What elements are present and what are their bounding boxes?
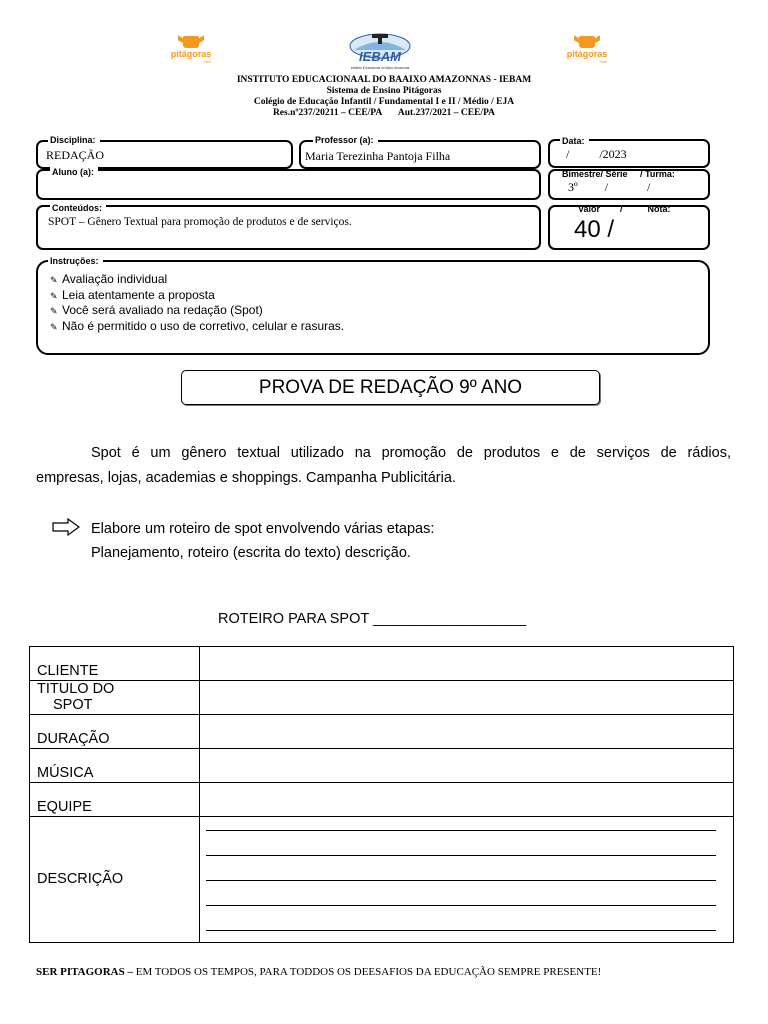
roteiro-label: ROTEIRO PARA SPOT ___________________ <box>218 611 527 627</box>
row-label-descricao: DESCRIÇÃO <box>30 817 200 943</box>
shirt-icon <box>183 36 199 48</box>
writing-line <box>206 855 716 856</box>
list-item: ✎ Não é permitido o uso de corretivo, celular e rasuras. <box>50 318 345 333</box>
instrucoes-list <box>50 272 344 334</box>
pencil-icon: ✎ <box>50 290 58 301</box>
instrucoes-box: Instruções: <box>36 260 710 355</box>
cliente-input-cell[interactable] <box>200 647 734 681</box>
arrow-right-icon <box>52 518 80 536</box>
shirt-icon <box>579 36 595 48</box>
titulo-input-cell[interactable] <box>200 681 734 715</box>
pencil-icon: ✎ <box>50 306 58 316</box>
task-line-1: Elabore um roteiro de spot envolvendo várias etapas: <box>91 521 435 537</box>
spot-table <box>29 646 734 943</box>
writing-line <box>206 905 716 906</box>
header-line-2: Sistema de Ensino Pitágoras <box>326 86 442 96</box>
row-label-equipe: EQUIPE <box>30 783 200 817</box>
list-item: ✎ Você será avaliado na redação (Spot) <box>50 303 263 317</box>
table-row <box>30 681 734 715</box>
row-label-cliente: CLIENTE <box>30 647 200 681</box>
pitagoras-logo-right: pitágoras Sesi <box>563 36 611 64</box>
table-row <box>30 647 734 681</box>
pitagoras-logo-left: pitágoras Sesi <box>167 36 215 64</box>
pencil-icon: ✎ <box>50 275 58 285</box>
task-line-2: Planejamento, roteiro (escrita do texto) descrição. <box>91 545 411 561</box>
row-label-musica: MÚSICA <box>30 749 200 783</box>
valor-nota-field[interactable]: Valor / Nota: 40 / <box>548 205 710 250</box>
conteudos-field[interactable]: Conteúdos: SPOT – Gênero Textual para promoção de produtos e de serviços. <box>36 205 541 250</box>
footer-motto: SER PITAGORAS – EM TODOS OS TEMPOS, PARA TODDOS OS DEESAFIOS DA EDUCAÇÃO SEMPRE PRESENTE! <box>36 966 602 978</box>
pencil-icon: ✎ <box>50 321 58 332</box>
page-title: PROVA DE REDAÇÃO 9º ANO <box>181 370 600 405</box>
list-item: ✎ Avaliação individual <box>50 272 168 286</box>
list-item: ✎ Leia atentamente a proposta <box>50 287 215 302</box>
aluno-field[interactable]: Aluno (a): <box>36 169 541 200</box>
equipe-input-cell[interactable] <box>200 783 734 817</box>
table-row <box>30 749 734 783</box>
writing-line <box>206 830 716 831</box>
intro-line-2: empresas, lojas, academias e shoppings. Campanha Publicitária. <box>36 470 456 486</box>
duracao-input-cell[interactable] <box>200 715 734 749</box>
table-row <box>30 817 734 943</box>
svg-text:Instituto Educacional do Baixo: Instituto Educacional do Baixo Amazonas <box>350 66 410 70</box>
professor-field[interactable]: Professor (a): Maria Terezinha Pantoja Filha <box>299 140 541 169</box>
table-row <box>30 715 734 749</box>
valor-value: 40 / <box>574 216 615 243</box>
header-line-3: Colégio de Educação Infantil / Fundamental I e II / Médio / EJA <box>253 97 515 107</box>
header-line-4: Res.nº237/20211 – CEE/PA Aut.237/2021 – CEE/PA <box>272 108 496 118</box>
row-label-titulo: TITULO DO SPOT <box>30 681 200 715</box>
writing-line <box>206 930 716 931</box>
row-label-duracao: DURAÇÃO <box>30 715 200 749</box>
header-line-1: INSTITUTO EDUCACIONAAL DO BAAIXO AMAZONNAS - IEBAM <box>236 75 532 85</box>
descricao-input-cell[interactable] <box>200 817 734 943</box>
svg-text:IEBAM: IEBAM <box>359 49 401 64</box>
writing-line <box>206 880 716 881</box>
disciplina-field[interactable]: Disciplina: REDAÇÃO <box>36 140 293 169</box>
table-row <box>30 783 734 817</box>
iebam-logo <box>338 30 422 72</box>
bimestre-field[interactable]: Bimestre/ Série / Turma: 3º / / <box>548 169 710 200</box>
data-field[interactable]: Data: / /2023 <box>548 139 710 168</box>
musica-input-cell[interactable] <box>200 749 734 783</box>
intro-line-1: Spot é um gênero textual utilizado na promoção de produtos e de serviços de rádios, <box>91 445 731 461</box>
